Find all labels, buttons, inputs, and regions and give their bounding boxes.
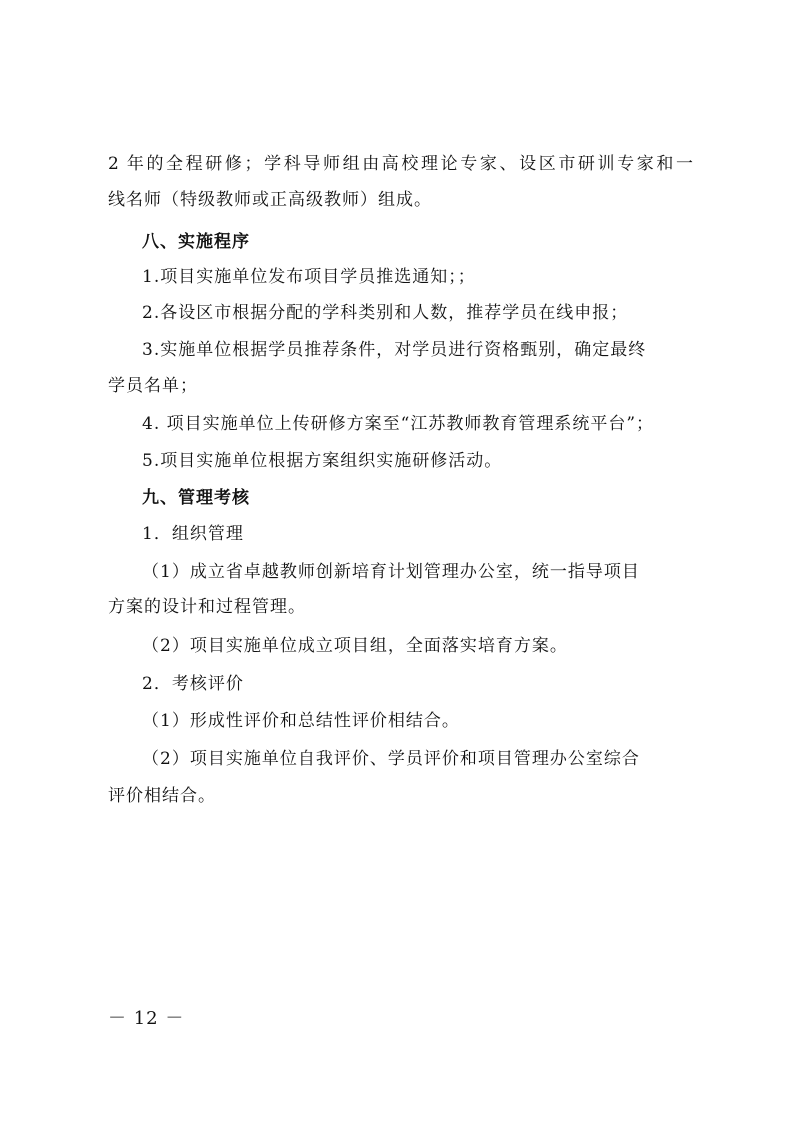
paragraph-line: 评价相结合。	[108, 786, 216, 806]
subheading: 2．考核评价	[142, 674, 244, 694]
paragraph-line: 方案的设计和过程管理。	[108, 597, 306, 617]
list-item: 4. 项目实施单位上传研修方案至“江苏教师教育管理系统平台”；	[142, 414, 655, 434]
subheading: 1．组织管理	[142, 524, 244, 544]
list-item: 3.实施单位根据学员推荐条件，对学员进行资格甄别，确定最终	[142, 340, 647, 360]
paragraph-line: 线名师（特级教师或正高级教师）组成。	[108, 190, 432, 210]
paragraph-line: 学员名单；	[108, 376, 198, 396]
section-heading-management: 九、管理考核	[142, 488, 250, 508]
list-item: 2.各设区市根据分配的学科类别和人数，推荐学员在线申报；	[142, 303, 629, 323]
paragraph-line: 2 年的全程研修；学科导师组由高校理论专家、设区市研训专家和一	[108, 154, 693, 174]
section-heading-implementation: 八、实施程序	[142, 232, 250, 252]
list-item: （1）成立省卓越教师创新培育计划管理办公室，统一指导项目	[142, 562, 640, 582]
list-item: 1.项目实施单位发布项目学员推选通知；；	[142, 267, 476, 287]
list-item: （1）形成性评价和总结性评价相结合。	[142, 711, 460, 731]
list-item: （2）项目实施单位自我评价、学员评价和项目管理办公室综合	[142, 749, 640, 769]
list-item: （2）项目实施单位成立项目组，全面落实培育方案。	[142, 636, 568, 656]
page-number: － 12 －	[108, 1008, 185, 1029]
list-item: 5.项目实施单位根据方案组织实施研修活动。	[142, 451, 503, 471]
